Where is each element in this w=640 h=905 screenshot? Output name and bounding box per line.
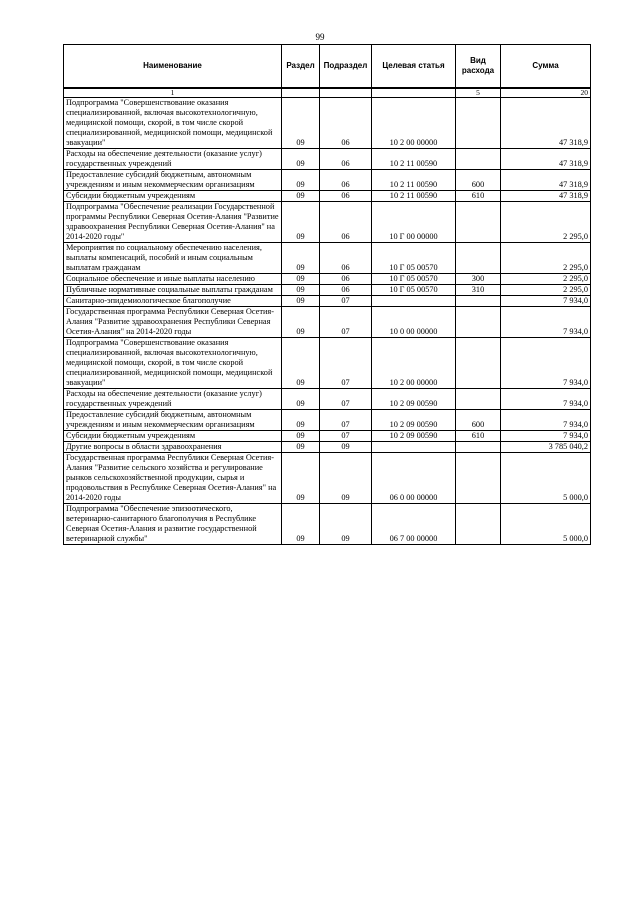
row-subsection: 06: [320, 243, 372, 274]
row-amount: 47 318,9: [501, 98, 591, 149]
row-target: 10 2 09 00590: [372, 389, 456, 410]
row-amount: 7 934,0: [501, 410, 591, 431]
row-section: 09: [282, 338, 320, 389]
row-name: Подпрограмма "Совершенствование оказания специализированной, включая высокотехнологичную, медицинской помощи, скорой, в том числе скорой специализированной, медицинской помощи, медицинской эвакуации": [64, 98, 282, 149]
row-expense-type: 600: [456, 410, 501, 431]
row-target: [372, 442, 456, 453]
row-name: Субсидии бюджетным учреждениям: [64, 191, 282, 202]
table-row: [64, 504, 591, 545]
row-section: 09: [282, 170, 320, 191]
row-target: 10 Г 05 00570: [372, 243, 456, 274]
table-row: [64, 170, 591, 191]
row-name: Расходы на обеспечение деятельности (оказание услуг) государственных учреждений: [64, 389, 282, 410]
table-header-row: [64, 45, 591, 89]
table-row: [64, 453, 591, 504]
table-row: [64, 389, 591, 410]
row-target: 10 2 09 00590: [372, 410, 456, 431]
row-subsection: 06: [320, 170, 372, 191]
table-row: [64, 442, 591, 453]
table-row: [64, 431, 591, 442]
budget-table: [63, 44, 591, 545]
row-name: Подпрограмма "Обеспечение эпизоотического, ветеринарно-санитарного благополучия в Республике Северная Осетия-Алания и развитие государственной ветеринарной службы": [64, 504, 282, 545]
row-subsection: 06: [320, 191, 372, 202]
header-amount: Сумма: [501, 45, 591, 89]
row-expense-type: 310: [456, 285, 501, 296]
row-expense-type: [456, 504, 501, 545]
row-target: 06 7 00 00000: [372, 504, 456, 545]
row-name: Публичные нормативные социальные выплаты гражданам: [64, 285, 282, 296]
row-name: Государственная программа Республики Северная Осетия-Алания "Развитие здравоохранения Республики Северная Осетия-Алания" на 2014-2020 годы: [64, 307, 282, 338]
table-row: [64, 191, 591, 202]
row-expense-type: 610: [456, 431, 501, 442]
row-subsection: 07: [320, 431, 372, 442]
column-index-row: [64, 88, 591, 98]
row-name: Расходы на обеспечение деятельности (оказание услуг) государственных учреждений: [64, 149, 282, 170]
row-section: 09: [282, 243, 320, 274]
row-amount: 2 295,0: [501, 285, 591, 296]
row-amount: 2 295,0: [501, 243, 591, 274]
row-section: 09: [282, 453, 320, 504]
row-subsection: 07: [320, 338, 372, 389]
row-expense-type: [456, 149, 501, 170]
row-amount: 7 934,0: [501, 296, 591, 307]
header-expense-type: Вид расхода: [456, 45, 501, 89]
row-target: 10 Г 05 00570: [372, 274, 456, 285]
row-name: Другие вопросы в области здравоохранения: [64, 442, 282, 453]
row-section: 09: [282, 442, 320, 453]
row-expense-type: [456, 389, 501, 410]
table-row: [64, 285, 591, 296]
row-target: 10 Г 05 00570: [372, 285, 456, 296]
row-section: 09: [282, 431, 320, 442]
row-target: [372, 296, 456, 307]
row-section: 09: [282, 504, 320, 545]
row-expense-type: [456, 338, 501, 389]
row-amount: 5 000,0: [501, 453, 591, 504]
index-expense-type: 5: [456, 88, 501, 98]
row-name: Государственная программа Республики Северная Осетия-Алания "Развитие сельского хозяйства и регулирование рынков сельскохозяйственной продукции, сырья и продовольствия в Республике Северная Осетия-Алания" на 2014-2020 годы: [64, 453, 282, 504]
row-amount: 7 934,0: [501, 389, 591, 410]
row-subsection: 06: [320, 149, 372, 170]
row-subsection: 09: [320, 442, 372, 453]
index-subsection: [320, 88, 372, 98]
row-subsection: 06: [320, 202, 372, 243]
row-amount: 2 295,0: [501, 274, 591, 285]
index-target: [372, 88, 456, 98]
row-subsection: 09: [320, 453, 372, 504]
row-name: Мероприятия по социальному обеспечению населения, выплаты компенсаций, пособий и иным социальным выплатам гражданам: [64, 243, 282, 274]
row-amount: 3 785 040,2: [501, 442, 591, 453]
row-amount: 2 295,0: [501, 202, 591, 243]
row-section: 09: [282, 202, 320, 243]
row-amount: 7 934,0: [501, 431, 591, 442]
row-amount: 47 318,9: [501, 170, 591, 191]
table-row: [64, 307, 591, 338]
header-target: Целевая статья: [372, 45, 456, 89]
row-section: 09: [282, 296, 320, 307]
row-target: 10 2 11 00590: [372, 149, 456, 170]
row-section: 09: [282, 191, 320, 202]
page-number: 99: [315, 32, 325, 42]
row-subsection: 09: [320, 504, 372, 545]
row-target: 10 2 00 00000: [372, 338, 456, 389]
table-row: [64, 410, 591, 431]
header-name: Наименование: [64, 45, 282, 89]
row-target: 06 0 00 00000: [372, 453, 456, 504]
index-name: 1: [64, 88, 282, 98]
row-target: 10 0 00 00000: [372, 307, 456, 338]
row-section: 09: [282, 389, 320, 410]
row-expense-type: [456, 442, 501, 453]
row-expense-type: [456, 453, 501, 504]
row-amount: 7 934,0: [501, 307, 591, 338]
row-expense-type: 300: [456, 274, 501, 285]
row-subsection: 06: [320, 98, 372, 149]
row-expense-type: [456, 296, 501, 307]
table-row: [64, 338, 591, 389]
row-target: 10 2 00 00000: [372, 98, 456, 149]
row-section: 09: [282, 98, 320, 149]
row-amount: 47 318,9: [501, 149, 591, 170]
row-subsection: 07: [320, 307, 372, 338]
row-section: 09: [282, 285, 320, 296]
row-amount: 47 318,9: [501, 191, 591, 202]
row-target: 10 Г 00 00000: [372, 202, 456, 243]
row-section: 09: [282, 307, 320, 338]
table-row: [64, 149, 591, 170]
table-row: [64, 243, 591, 274]
table-row: [64, 202, 591, 243]
row-subsection: 07: [320, 389, 372, 410]
row-name: Социальное обеспечение и иные выплаты населению: [64, 274, 282, 285]
row-expense-type: 610: [456, 191, 501, 202]
row-name: Подпрограмма "Совершенствование оказания специализированной, включая высокотехнологичную, медицинской помощи, скорой, в том числе скорой специализированной, медицинской помощи, медицинской эвакуации": [64, 338, 282, 389]
table-row: [64, 98, 591, 149]
row-target: 10 2 09 00590: [372, 431, 456, 442]
row-expense-type: 600: [456, 170, 501, 191]
row-target: 10 2 11 00590: [372, 170, 456, 191]
row-name: Субсидии бюджетным учреждениям: [64, 431, 282, 442]
row-subsection: 07: [320, 296, 372, 307]
header-subsection: Подраздел: [320, 45, 372, 89]
row-target: 10 2 11 00590: [372, 191, 456, 202]
row-amount: 5 000,0: [501, 504, 591, 545]
table-row: [64, 274, 591, 285]
row-section: 09: [282, 410, 320, 431]
index-amount: 20: [501, 88, 591, 98]
row-expense-type: [456, 307, 501, 338]
row-subsection: 06: [320, 274, 372, 285]
row-expense-type: [456, 202, 501, 243]
row-name: Предоставление субсидий бюджетным, автономным учреждениям и иным некоммерческим организациям: [64, 170, 282, 191]
row-amount: 7 934,0: [501, 338, 591, 389]
row-expense-type: [456, 243, 501, 274]
row-section: 09: [282, 274, 320, 285]
row-subsection: 07: [320, 410, 372, 431]
header-section: Раздел: [282, 45, 320, 89]
row-name: Подпрограмма "Обеспечение реализации Государственной программы Республики Северная Осетия-Алания "Развитие здравоохранения Республики Северная Осетия-Алания" на 2014-2020 годы": [64, 202, 282, 243]
row-name: Предоставление субсидий бюджетным, автономным учреждениям и иным некоммерческим организациям: [64, 410, 282, 431]
row-expense-type: [456, 98, 501, 149]
row-name: Санитарно-эпидемиологическое благополучие: [64, 296, 282, 307]
row-section: 09: [282, 149, 320, 170]
row-subsection: 06: [320, 285, 372, 296]
table-row: [64, 296, 591, 307]
index-section: [282, 88, 320, 98]
